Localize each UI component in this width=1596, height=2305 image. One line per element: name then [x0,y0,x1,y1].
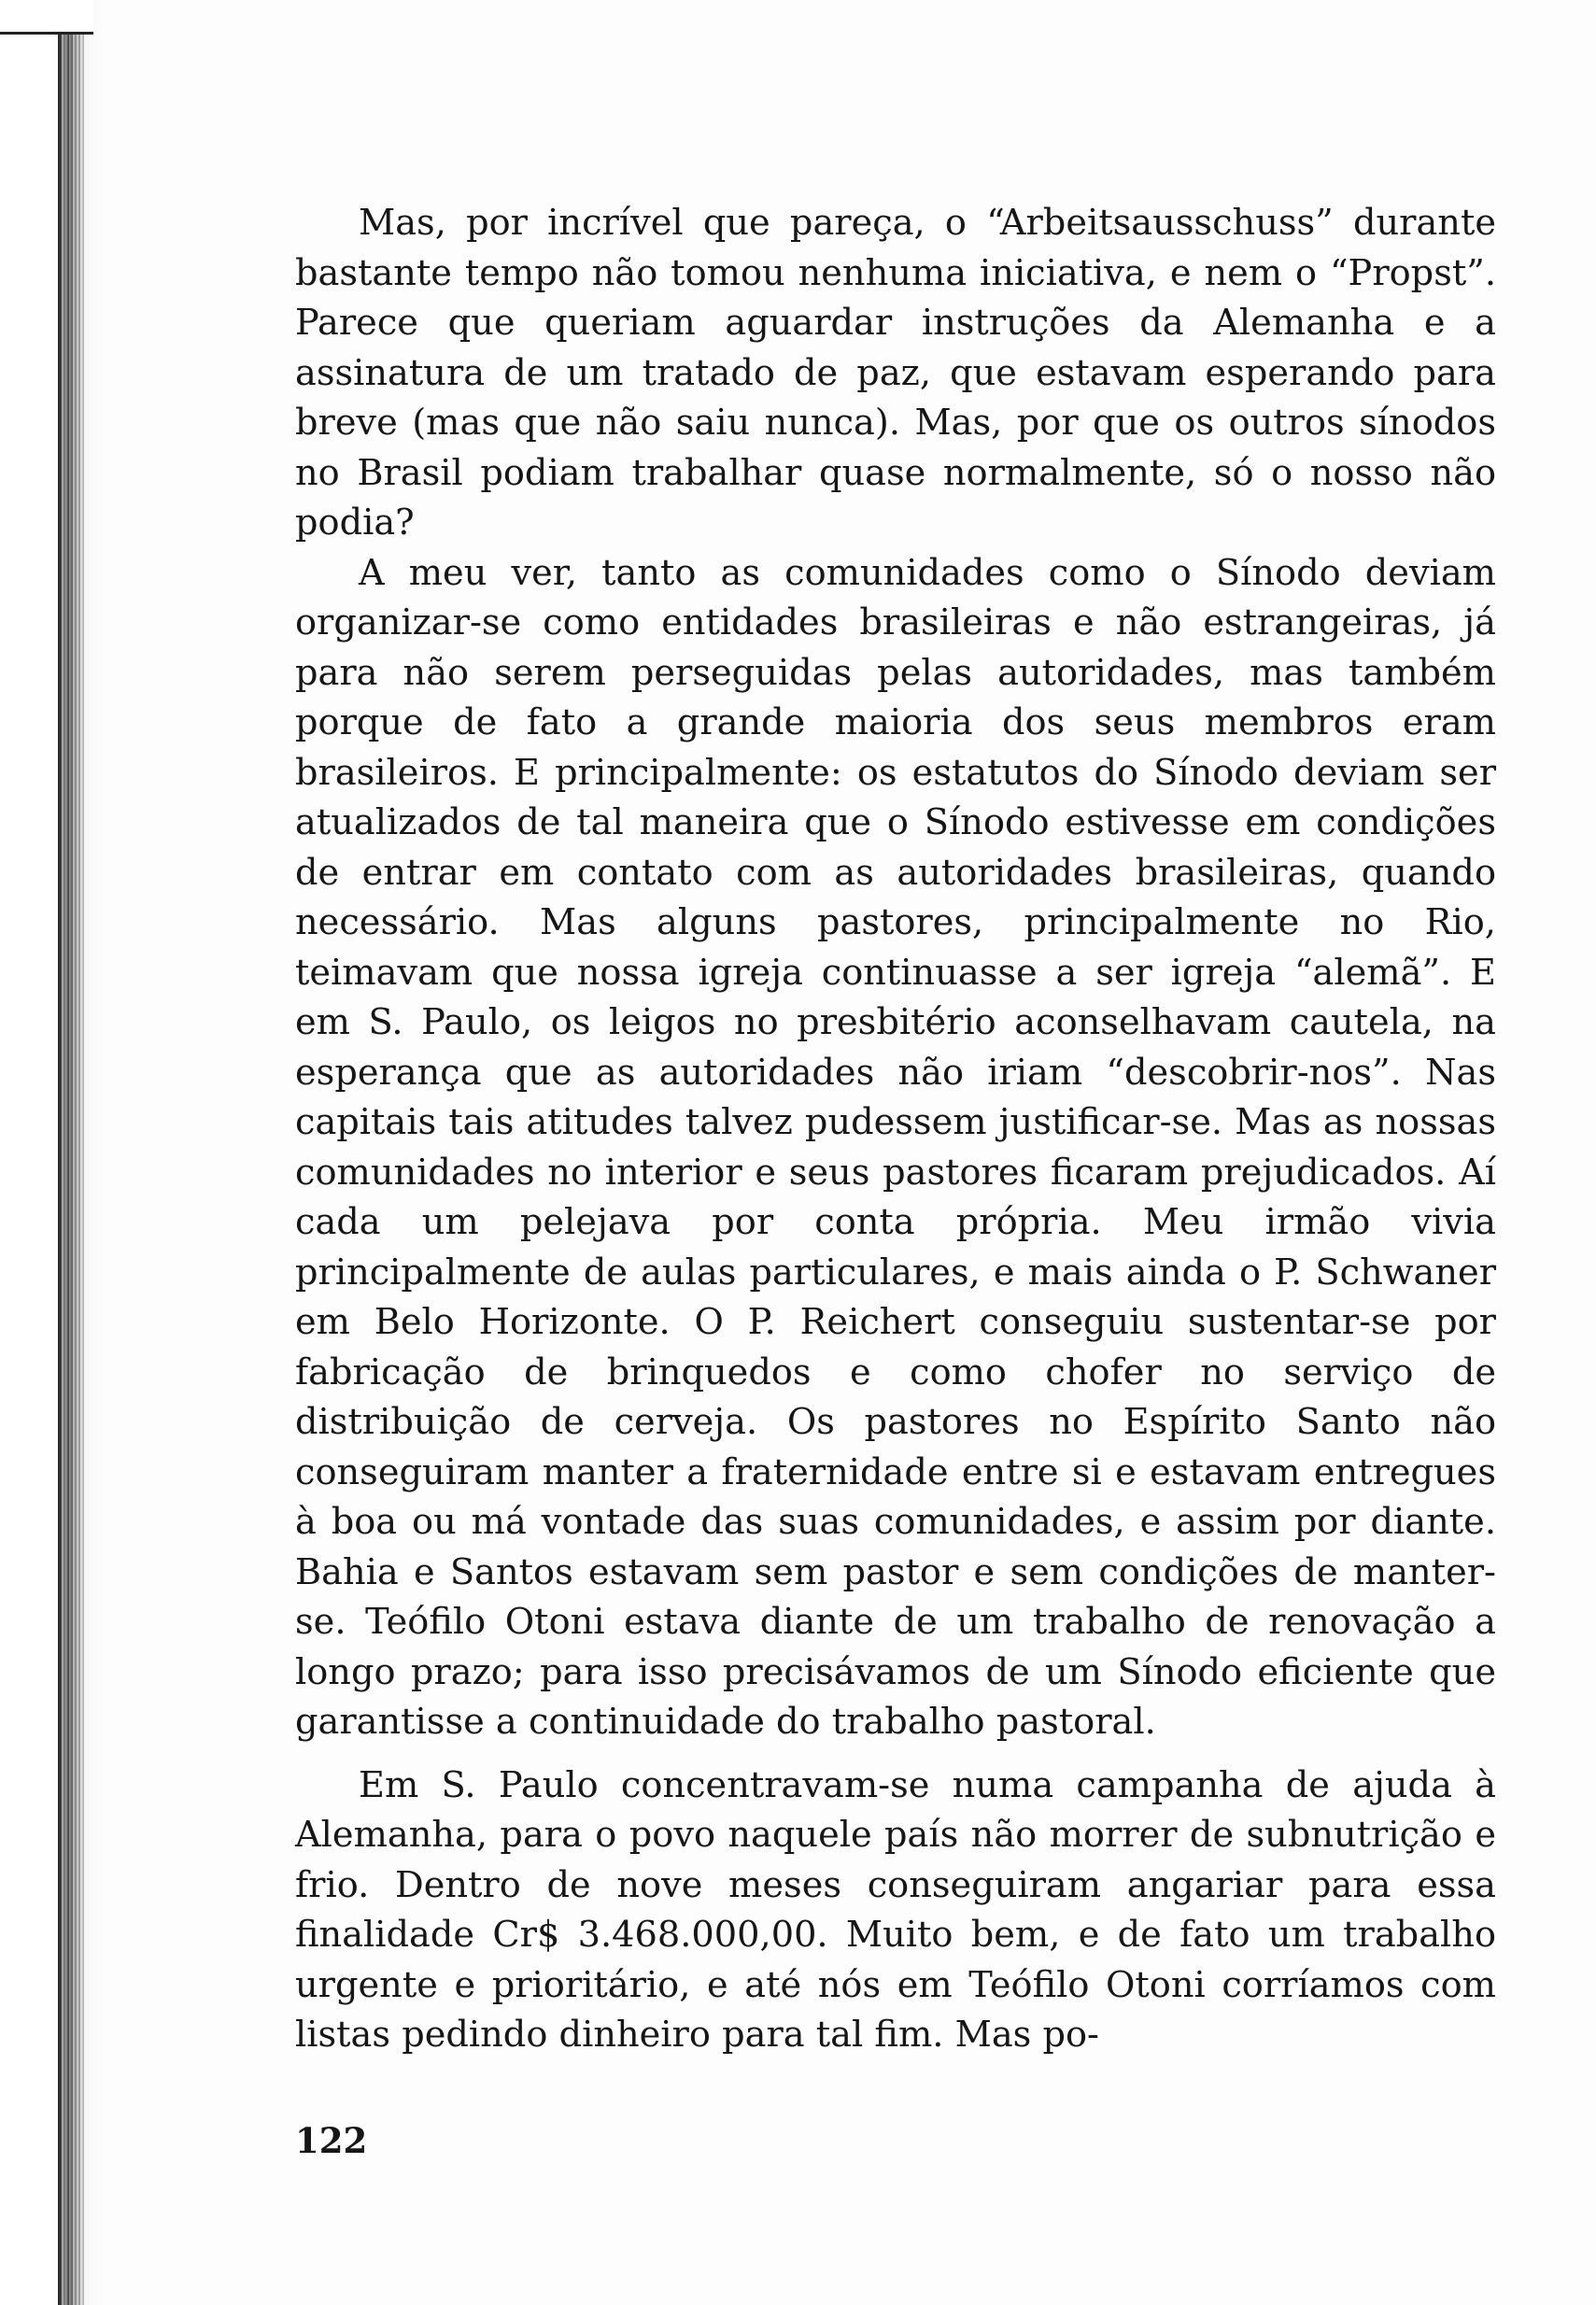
body-text [295,198,1496,2060]
paragraph-1: Mas, por incrível que pareça, o “Arbeitsausschuss” durante bastante tempo não tomou nenhuma iniciativa, e nem o “Propst”. Parece que queriam aguardar instruções da Alemanha e a assinatura de um tratado de paz, que estavam esperando para breve (mas que não saiu nunca). Mas, por que os outros sínodos no Brasil podiam trabalhar quase normalmente, só o nosso não podia? [295,202,1496,544]
paragraph-3: Em S. Paulo concentravam-se numa campanha de ajuda à Alemanha, para o povo naquele país não morrer de subnutrição e frio. Dentro de nove meses conseguiram angariar para essa finalidade Cr$ 3.468.000,00. Muito bem, e de fato um trabalho urgente e prioritário, e até nós em Teófilo Otoni corríamos com listas pedindo dinheiro para tal fim. Mas po- [295,1763,1496,2056]
book-spine-edge [0,0,103,2305]
paragraph-2: A meu ver, tanto as comunidades como o Sínodo deviam organizar-se como entidades brasileiras e não estrangeiras, já para não serem perseguidas pelas autoridades, mas também porque de fato a grande maioria dos seus membros eram brasileiros. E principalmente: os estatutos do Sínodo deviam ser atualizados de tal maneira que o Sínodo estivesse em condições de entrar em contato com as autoridades brasileiras, quando necessário. Mas alguns pastores, principalmente no Rio, teimavam que nossa igreja continuasse a ser igreja “alemã”. E em S. Paulo, os leigos no presbitério aconselhavam cautela, na esperança que as autoridades não iriam “descobrir-nos”. Nas capitais tais atitudes talvez pudessem justificar-se. Mas as nossas comunidades no interior e seus pastores ficaram prejudicados. Aí cada um pelejava por conta própria. Meu irmão vivia principalmente de aulas particulares, e mais ainda o P. Schwaner em Belo Horizonte. O P. Reichert conseguiu sustentar-se por fabricação de brinquedos e como chofer no serviço de distribuição de cerveja. Os pastores no Espírito Santo não conseguiram manter a fraternidade entre si e estavam entregues à boa ou má vontade das suas comunidades, e assim por diante. Bahia e Santos estavam sem pastor e sem condições de manter-se. Teófilo Otoni estava diante de um trabalho de renovação a longo prazo; para isso precisávamos de um Sínodo eficiente que garantisse a continuidade do trabalho pastoral. [295,551,1496,1743]
page-number: 122 [295,2120,368,2161]
spine-top-corner [0,0,93,35]
